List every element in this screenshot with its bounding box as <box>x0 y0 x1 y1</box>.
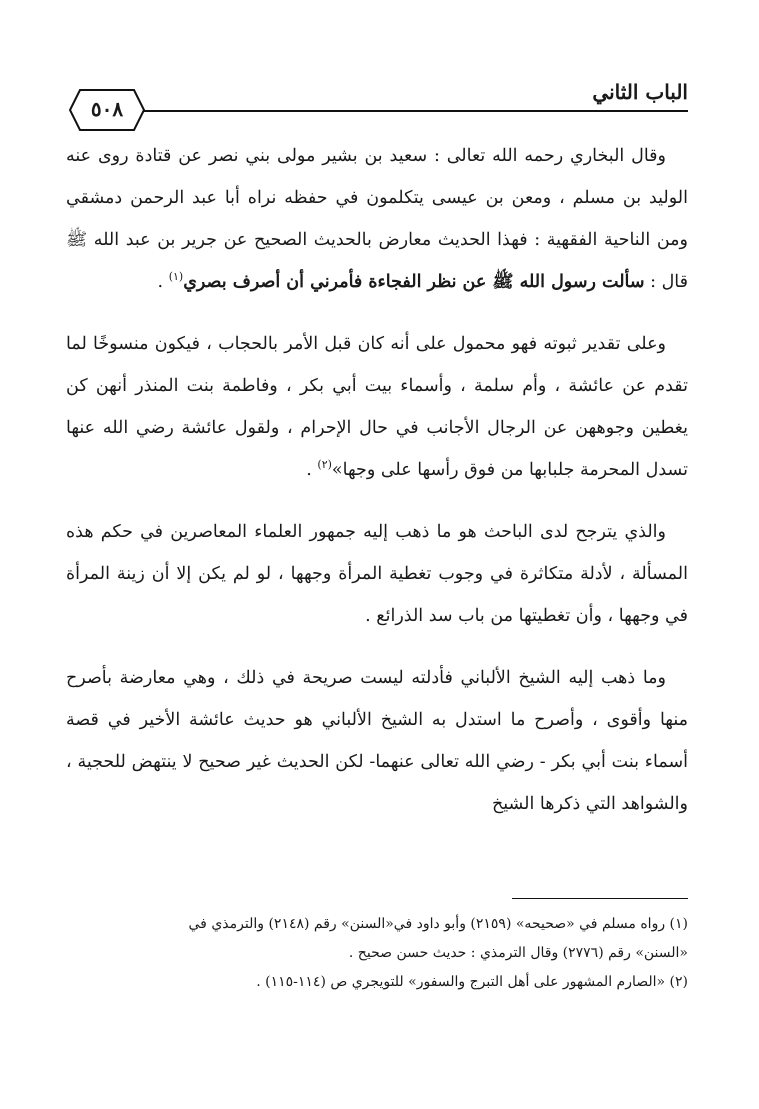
paragraph-2-text: وعلى تقدير ثبوته فهو محمول على أنه كان قبل الأمر بالحجاب ، فيكون منسوخًا لما تقدم عن عائشة ، وأم سلمة ، وأسماء بيت أبي بكر ، وفاطمة بنت المنذر أنهن كن يغطين وجوههن عن الرجال الأجانب في حال الإحرام ، ولقول عائشة رضي الله عنها تسدل المحرمة جلبابها من فوق رأسها على وجها» <box>66 334 688 480</box>
paragraph-1 <box>66 135 688 303</box>
footnote-ref-2: (٢) <box>317 458 332 472</box>
paragraph-4: وما ذهب إليه الشيخ الألباني فأدلته ليست صريحة في ذلك ، وهي معارضة بأصرح منها وأقوى ، وأصرح ما استدل به الشيخ الألباني هو حديث عائشة الأخير في قصة أسماء بنت أبي بكر - رضي الله تعالى عنهما- لكن الحديث غير صحيح لا ينتهض للحجية ، والشواهد التي ذكرها الشيخ <box>66 668 688 814</box>
paragraph-2-end: . <box>306 460 318 480</box>
footnote-rule <box>512 898 688 899</box>
paragraph-2 <box>66 323 688 491</box>
main-text <box>66 135 688 845</box>
footnote-1-line-2: «السنن» رقم (٢٧٧٦) وقال الترمذي : حديث حسن صحيح . <box>348 945 688 961</box>
footnote-ref-1: (١) <box>168 270 184 284</box>
page-number-badge <box>68 88 146 132</box>
page-header <box>68 66 688 126</box>
footnotes <box>66 910 688 997</box>
paragraph-3: والذي يترجح لدى الباحث هو ما ذهب إليه جمهور العلماء المعاصرين في حكم هذه المسألة ، لأدلة متكاثرة في وجوب تغطية المرأة وجهها ، لو لم يكن إلا أن زينة المرأة في وجهها ، وأن تغطيتها من باب سد الذرائع . <box>66 522 688 626</box>
header-rule <box>134 110 688 112</box>
chapter-title: الباب الثاني <box>592 80 688 104</box>
paragraph-1-end: . <box>157 272 169 292</box>
footnote-2: (٢) «الصارم المشهور على أهل التبرج والسفور» للتويجري ص (١١٤-١١٥) . <box>256 974 688 990</box>
footnote-1-line-1: (١) رواه مسلم في «صحيحه» (٢١٥٩) وأبو داود في«السنن» رقم (٢١٤٨) والترمذي في <box>188 916 688 932</box>
paragraph-1-text: وقال البخاري رحمه الله تعالى : سعيد بن بشير مولى بني نصر عن قتادة روى عنه الوليد بن مسلم ، ومعن بن عيسى يتكلمون في حفظه نراه أبا عبد الرحمن دمشقي ومن الناحية الفقهية : فهذا الحديث معارض بالحديث الصحيح عن جرير بن عبد الله ﷺ قال : <box>66 146 688 292</box>
page-number: ٥٠٨ <box>90 97 124 121</box>
hadith-quote: سألت رسول الله ﷺ عن نظر الفجاءة فأمرني أن أصرف بصري <box>183 272 645 292</box>
